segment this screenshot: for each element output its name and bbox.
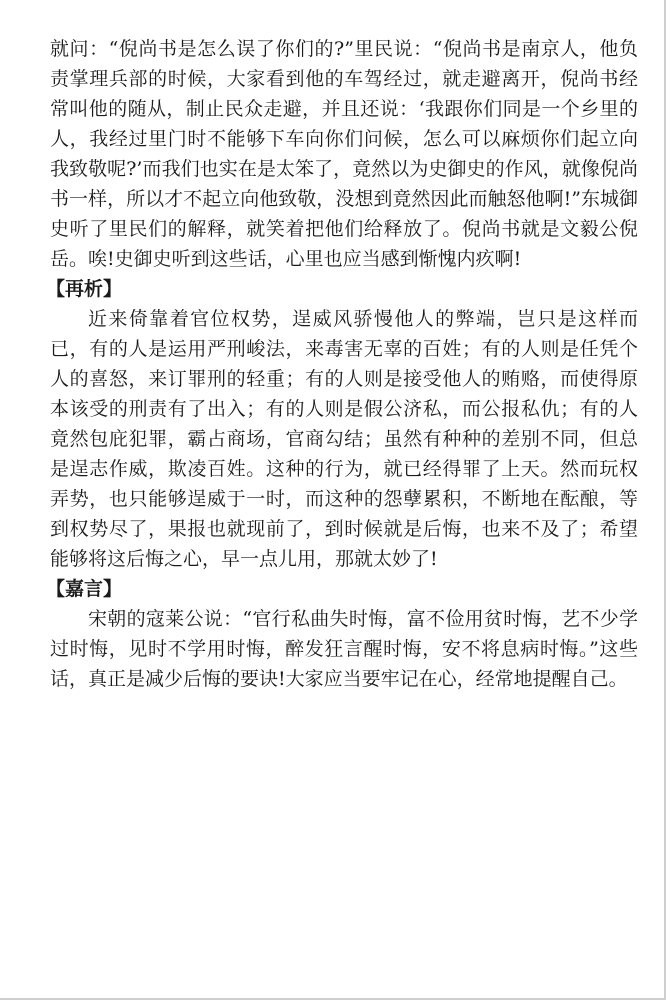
paragraph-reanalysis: 近来倚靠着官位权势，逞威风骄慢他人的弊端，岂只是这样而已，有的人是运用严刑峻法，来毒害无辜的百姓；有的人则是任凭个人的喜怒，来订罪刑的轻重；有的人则是接受他人的贿赂，而使得原本该受的刑责有了出入；有的人则是假公济私，而公报私仇；有的人竟然包庇犯罪，霸占商场，官商勾结；虽然有种种的差别不同，但总是逞志作威，欺凌百姓。这种的行为，就已经得罪了上天。然而玩权弄势，也只能够逞威于一时，而这种的怨孽累积，不断地在酝酿，等到权势尽了，果报也就现前了，到时候就是后悔，也来不及了；希望能够将这后悔之心，早一点儿用，那就太妙了!	[50, 308, 638, 570]
paragraph-fine-words: 宋朝的寇莱公说：“官行私曲失时悔，富不俭用贫时悔，艺不少学过时悔，见时不学用时悔，醉发狂言醒时悔，安不将息病时悔。”这些话，真正是减少后悔的要诀!大家应当要牢记在心，经常地提醒自己。	[50, 608, 638, 690]
section-heading-fine-words: 【嘉言】	[46, 578, 123, 600]
paragraph-story-continuation: 就问：“倪尚书是怎么误了你们的?”里民说：“倪尚书是南京人，他负责掌理兵部的时候，大家看到他的车驾经过，就走避离开，倪尚书经常叫他的随从，制止民众走避，并且还说：‘我跟你们同是一个乡里的人，我经过里门时不能够下车向你们问候，怎么可以麻烦你们起立向我致敬呢?’而我们也实在是太笨了，竟然以为史御史的作风，就像倪尚书一样，所以才不起立向他致敬，没想到竟然因此而触怒他啊!”东城御史听了里民们的解释，就笑着把他们给释放了。倪尚书就是文毅公倪岳。唉!史御史听到这些话，心里也应当感到惭愧内疚啊!	[50, 38, 638, 270]
document-body	[46, 34, 638, 694]
section-heading-reanalysis: 【再析】	[46, 278, 123, 300]
